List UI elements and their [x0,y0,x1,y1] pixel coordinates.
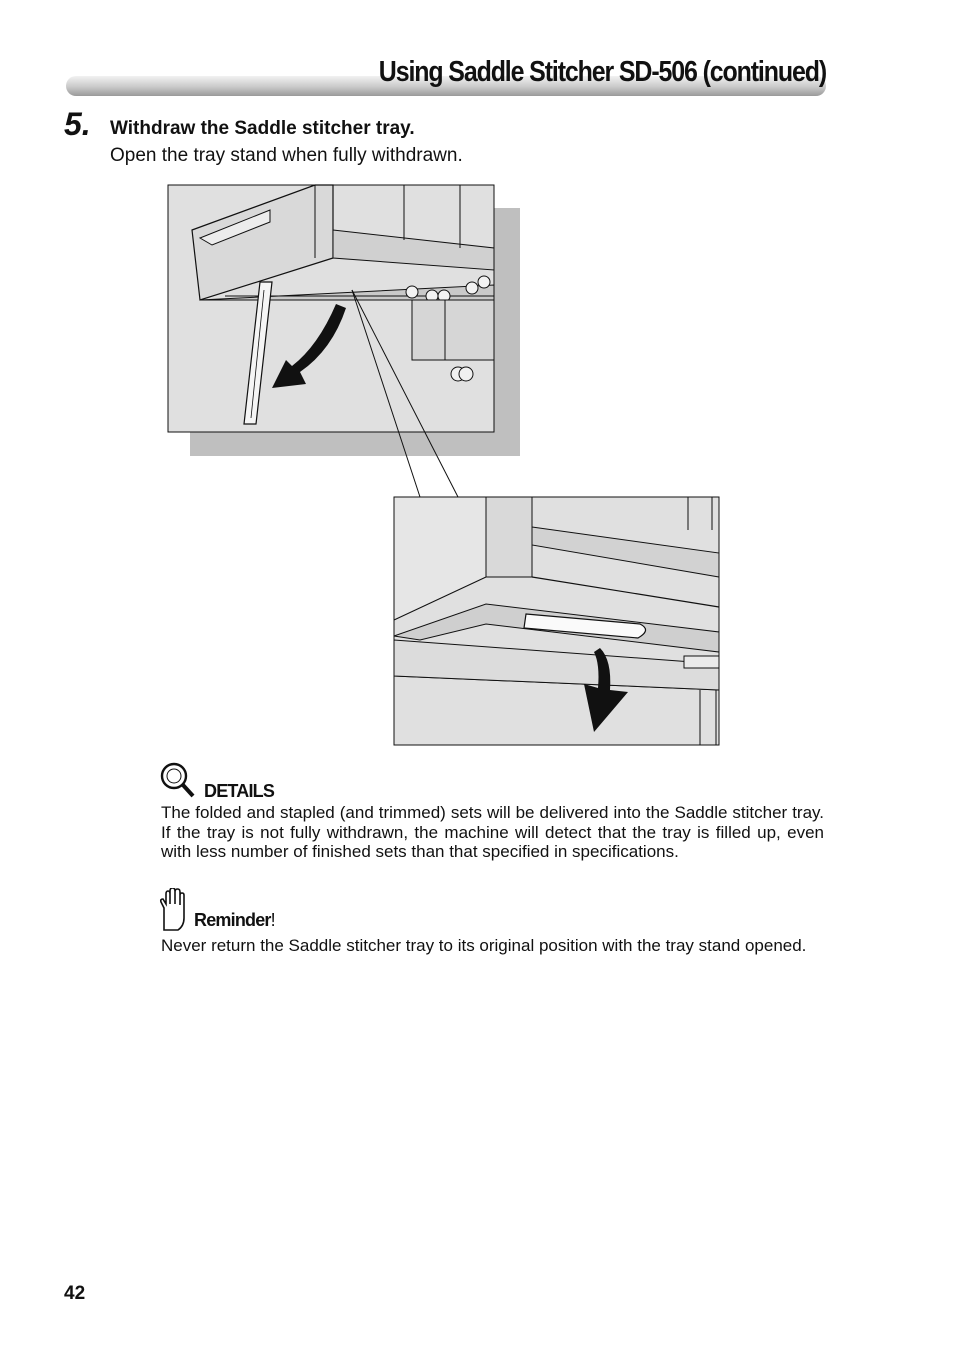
page-number: 42 [64,1283,86,1304]
main-figure [168,185,494,432]
details-label: DETAILS [204,781,275,801]
magnifier-icon [158,760,198,802]
details-text: The folded and stapled (and trimmed) sets will be delivered into the Saddle stitcher tray. If the tray is not fully withdrawn, the machine will detect that the tray is filled up, even with less number of finished sets than that specified in specifications. [161,803,824,861]
reminder-mark: ! [270,910,275,930]
detail-figure [394,497,719,745]
reminder-label-text: Reminder [194,910,271,930]
step-number: 5. [64,106,91,142]
step-subtext: Open the tray stand when fully withdrawn. [110,145,463,166]
page-title: Using Saddle Stitcher SD-506 (continued) [378,56,826,88]
step-heading: Withdraw the Saddle stitcher tray. [110,118,415,139]
hand-icon [158,888,190,932]
reminder-text: Never return the Saddle stitcher tray to its original position with the tray stand opened. [161,936,807,955]
reminder-label [194,910,275,931]
